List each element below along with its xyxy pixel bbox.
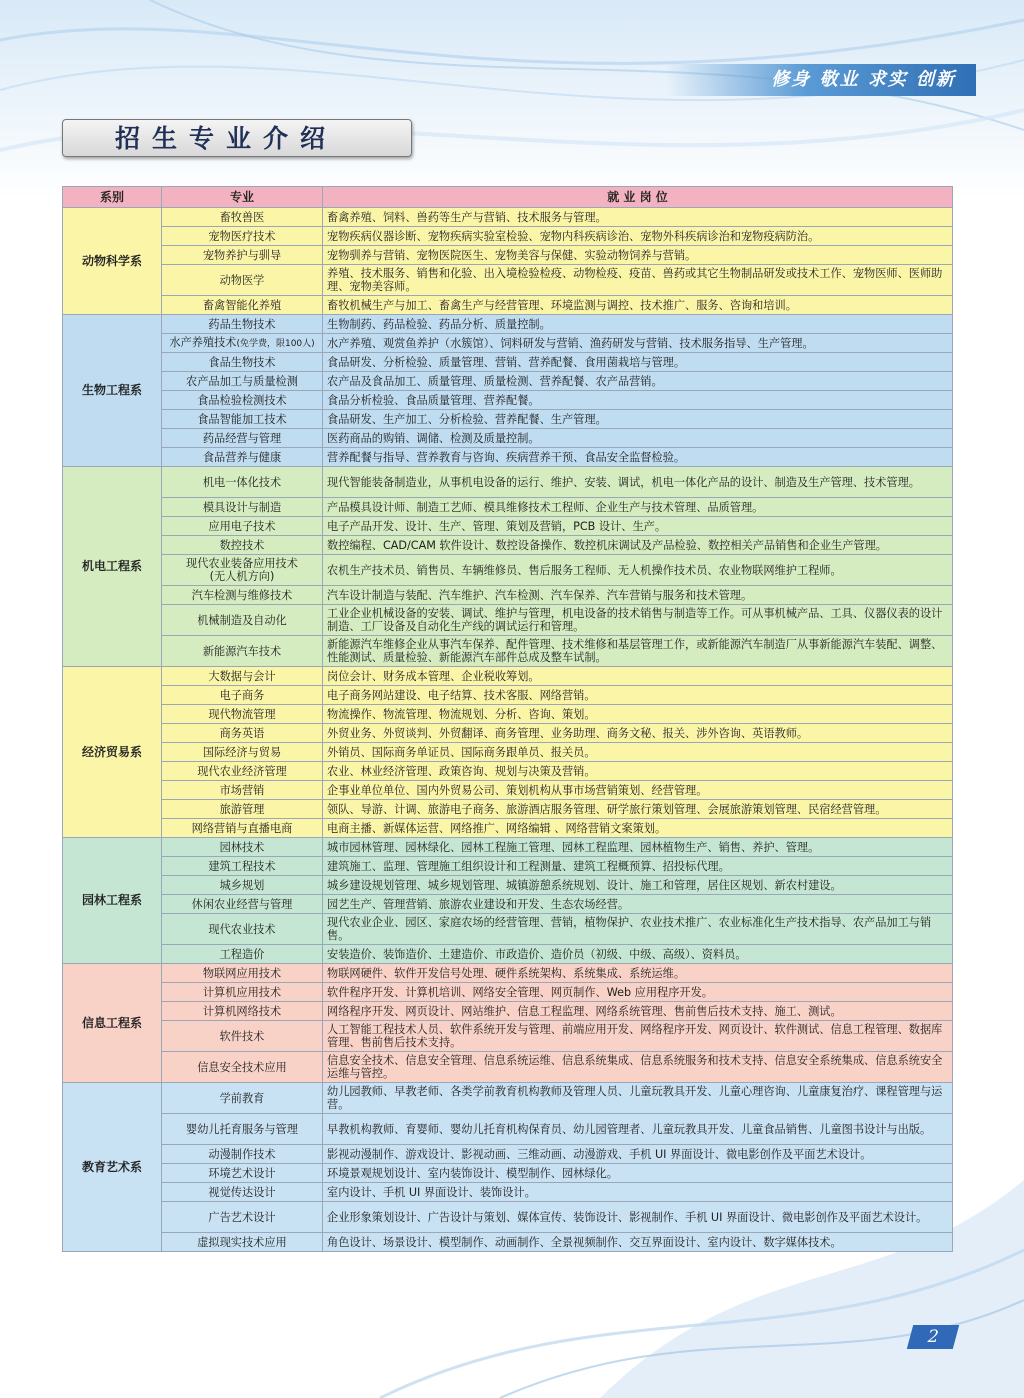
major-cell: 数控技术 — [162, 536, 323, 555]
jobs-cell: 食品分析检验、食品质量管理、营养配餐。 — [323, 391, 953, 410]
table-row — [63, 819, 953, 838]
jobs-cell: 物联网硬件、软件开发信号处理、硬件系统架构、系统集成、系统运维。 — [323, 964, 953, 983]
table-row — [63, 705, 953, 724]
header-major: 专业 — [162, 187, 323, 208]
major-cell: 畜禽智能化养殖 — [162, 296, 323, 315]
table-row — [63, 246, 953, 265]
major-cell: 农产品加工与质量检测 — [162, 372, 323, 391]
major-name: 水产养殖技术 — [169, 335, 237, 349]
jobs-cell: 软件程序开发、计算机培训、网络安全管理、网页制作、Web 应用程序开发。 — [323, 983, 953, 1002]
major-cell: 现代农业技术 — [162, 914, 323, 945]
dept-cell: 经济贸易系 — [63, 667, 162, 838]
table-row — [63, 1052, 953, 1083]
jobs-cell: 电子产品开发、设计、生产、管理、策划及营销，PCB 设计、生产。 — [323, 517, 953, 536]
table-row — [63, 1002, 953, 1021]
jobs-cell: 畜禽养殖、饲料、兽药等生产与营销、技术服务与管理。 — [323, 208, 953, 227]
table-row — [63, 448, 953, 467]
major-cell: 大数据与会计 — [162, 667, 323, 686]
table-row — [63, 983, 953, 1002]
jobs-cell: 宠物疾病仪器诊断、宠物疾病实验室检验、宠物内科疾病诊治、宠物外科疾病诊治和宠物疫病防治。 — [323, 227, 953, 246]
table-row — [63, 605, 953, 636]
jobs-cell: 农机生产技术员、销售员、车辆维修员、售后服务工程师、无人机操作技术员、农业物联网维护工程师。 — [323, 555, 953, 586]
major-cell: 汽车检测与维修技术 — [162, 586, 323, 605]
table-row — [63, 1164, 953, 1183]
jobs-cell: 新能源汽车维修企业从事汽车保养、配件管理、技术维修和基层管理工作，或新能源汽车制造厂从事新能源汽车装配、调整、性能测试、质量检验、新能源汽车部件总成及整车试制。 — [323, 636, 953, 667]
major-cell: 建筑工程技术 — [162, 857, 323, 876]
jobs-cell: 电商主播、新媒体运营、网络推广、网络编辑 、网络营销文案策划。 — [323, 819, 953, 838]
major-cell: 物联网应用技术 — [162, 964, 323, 983]
major-cell: 食品检验检测技术 — [162, 391, 323, 410]
table-row — [63, 1145, 953, 1164]
jobs-cell: 早教机构教师、育婴师、婴幼儿托育机构保育员、幼儿园管理者、儿童玩教具开发、儿童食品销售、儿童图书设计与出版。 — [323, 1114, 953, 1145]
dept-cell: 园林工程系 — [63, 838, 162, 964]
major-cell: 园林技术 — [162, 838, 323, 857]
table-row — [63, 353, 953, 372]
jobs-cell: 岗位会计、财务成本管理、企业税收筹划。 — [323, 667, 953, 686]
table-row — [63, 1183, 953, 1202]
table-row — [63, 857, 953, 876]
jobs-cell: 幼儿园教师、早教老师、各类学前教育机构教师及管理人员、儿童玩教具开发、儿童心理咨询、儿童康复治疗、课程管理与运营。 — [323, 1083, 953, 1114]
jobs-cell: 现代智能装备制造业，从事机电设备的运行、维护、安装、调试，机电一体化产品的设计、制造及生产管理、技术管理。 — [323, 467, 953, 498]
header-dept: 系别 — [63, 187, 162, 208]
jobs-cell: 农业、林业经济管理、政策咨询、规划与决策及营销。 — [323, 762, 953, 781]
majors-table — [62, 186, 953, 1252]
major-cell: 计算机网络技术 — [162, 1002, 323, 1021]
table-row — [63, 876, 953, 895]
major-cell: 食品生物技术 — [162, 353, 323, 372]
major-cell: 广告艺术设计 — [162, 1202, 323, 1233]
table-row — [63, 208, 953, 227]
table-row — [63, 1202, 953, 1233]
jobs-cell: 工业企业机械设备的安装、调试、维护与管理，机电设备的技术销售与制造等工作。可从事机械产品、工具、仪器仪表的设计制造、工厂设备及自动化生产线的调试运行和管理。 — [323, 605, 953, 636]
major-cell — [162, 555, 323, 586]
major-cell: 宠物养护与驯导 — [162, 246, 323, 265]
page-number: 2 — [907, 1325, 959, 1349]
major-cell — [162, 334, 323, 353]
table-row — [63, 1233, 953, 1252]
major-cell: 婴幼儿托育服务与管理 — [162, 1114, 323, 1145]
table-row — [63, 800, 953, 819]
major-cell: 商务英语 — [162, 724, 323, 743]
major-cell: 旅游管理 — [162, 800, 323, 819]
jobs-cell: 畜牧机械生产与加工、畜禽生产与经营管理、环境监测与调控、技术推广、服务、咨询和培训。 — [323, 296, 953, 315]
major-cell: 机电一体化技术 — [162, 467, 323, 498]
table-row — [63, 895, 953, 914]
major-cell: 机械制造及自动化 — [162, 605, 323, 636]
major-cell: 工程造价 — [162, 945, 323, 964]
table-row — [63, 762, 953, 781]
table-row — [63, 334, 953, 353]
jobs-cell: 信息安全技术、信息安全管理、信息系统运维、信息系统集成、信息系统服务和技术支持、信息安全系统集成、信息系统安全运维与管控。 — [323, 1052, 953, 1083]
table-row — [63, 586, 953, 605]
major-cell: 应用电子技术 — [162, 517, 323, 536]
major-cell: 动物医学 — [162, 265, 323, 296]
major-cell: 计算机应用技术 — [162, 983, 323, 1002]
dept-cell: 动物科学系 — [63, 208, 162, 315]
table-row — [63, 964, 953, 983]
jobs-cell: 食品研发、生产加工、分析检验、营养配餐、生产管理。 — [323, 410, 953, 429]
table-row — [63, 1114, 953, 1145]
major-cell: 宠物医疗技术 — [162, 227, 323, 246]
table-row — [63, 724, 953, 743]
page-title: 招生专业介绍 — [115, 124, 338, 153]
table-row — [63, 410, 953, 429]
major-cell: 国际经济与贸易 — [162, 743, 323, 762]
table-row — [63, 315, 953, 334]
table-row — [63, 265, 953, 296]
jobs-cell: 食品研发、分析检验、质量管理、营销、营养配餐、食用菌栽培与管理。 — [323, 353, 953, 372]
table-row — [63, 781, 953, 800]
major-cell: 食品智能加工技术 — [162, 410, 323, 429]
major-cell: 网络营销与直播电商 — [162, 819, 323, 838]
jobs-cell: 生物制药、药品检验、药品分析、质量控制。 — [323, 315, 953, 334]
major-cell: 市场营销 — [162, 781, 323, 800]
jobs-cell: 农产品及食品加工、质量管理、质量检测、营养配餐、农产品营销。 — [323, 372, 953, 391]
major-cell: 虚拟现实技术应用 — [162, 1233, 323, 1252]
table-row — [63, 555, 953, 586]
table-row — [63, 517, 953, 536]
table-row — [63, 296, 953, 315]
table-row — [63, 914, 953, 945]
table-row — [63, 1021, 953, 1052]
jobs-cell: 网络程序开发、网页设计、网站维护、信息工程监理、网络系统管理、售前售后技术支持、施工、测试。 — [323, 1002, 953, 1021]
jobs-cell: 企业形象策划设计、广告设计与策划、媒体宣传、装饰设计、影视制作、手机 UI 界面设计、微电影创作及平面艺术设计。 — [323, 1202, 953, 1233]
jobs-cell: 外销员、国际商务单证员、国际商务跟单员、报关员。 — [323, 743, 953, 762]
table-row — [63, 838, 953, 857]
jobs-cell: 室内设计、手机 UI 界面设计、装饰设计。 — [323, 1183, 953, 1202]
table-row — [63, 429, 953, 448]
dept-cell: 信息工程系 — [63, 964, 162, 1083]
jobs-cell: 物流操作、物流管理、物流规划、分析、咨询、策划。 — [323, 705, 953, 724]
jobs-cell: 营养配餐与指导、营养教育与咨询、疾病营养干预、食品安全监督检验。 — [323, 448, 953, 467]
major-cell: 动漫制作技术 — [162, 1145, 323, 1164]
major-note: (无人机方向) — [209, 570, 275, 583]
jobs-cell: 数控编程、CAD/CAM 软件设计、数控设备操作、数控机床调试及产品检验、数控相关产品销售和企业生产管理。 — [323, 536, 953, 555]
major-cell: 畜牧兽医 — [162, 208, 323, 227]
major-cell: 软件技术 — [162, 1021, 323, 1052]
jobs-cell: 水产养殖、观赏鱼养护（水簇馆）、饲料研发与营销、渔药研发与营销、技术服务指导、生产管理。 — [323, 334, 953, 353]
jobs-cell: 养殖、技术服务、销售和化验、出入境检验检疫、动物检疫、疫苗、兽药或其它生物制品研发或技术工作、宠物医师、医师助理、宠物美容师。 — [323, 265, 953, 296]
table-row — [63, 743, 953, 762]
dept-cell: 教育艺术系 — [63, 1083, 162, 1252]
table-row — [63, 498, 953, 517]
dept-cell: 机电工程系 — [63, 467, 162, 667]
major-cell: 学前教育 — [162, 1083, 323, 1114]
section-title-box — [62, 119, 412, 157]
table-row — [63, 667, 953, 686]
jobs-cell: 影视动漫制作、游戏设计、影视动画、三维动画、动漫游戏、手机 UI 界面设计、微电影创作及平面艺术设计。 — [323, 1145, 953, 1164]
major-cell: 现代农业经济管理 — [162, 762, 323, 781]
major-cell: 药品经营与管理 — [162, 429, 323, 448]
major-cell: 视觉传达设计 — [162, 1183, 323, 1202]
major-cell: 休闲农业经营与管理 — [162, 895, 323, 914]
jobs-cell: 城市园林管理、园林绿化、园林工程施工管理、园林工程监理、园林植物生产、销售、养护、管理。 — [323, 838, 953, 857]
table-row — [63, 636, 953, 667]
table-row — [63, 391, 953, 410]
jobs-cell: 角色设计、场景设计、模型制作、动画制作、全景视频制作、交互界面设计、室内设计、数字媒体技术。 — [323, 1233, 953, 1252]
jobs-cell: 建筑施工、监理、管理施工组织设计和工程测量、建筑工程概预算、招投标代理。 — [323, 857, 953, 876]
major-name: 现代农业装备应用技术 — [186, 557, 298, 570]
jobs-cell: 人工智能工程技术人员、软件系统开发与管理、前端应用开发、网络程序开发、网页设计、软件测试、信息工程管理、数据库管理、售前售后技术支持。 — [323, 1021, 953, 1052]
jobs-cell: 产品模具设计师、制造工艺师、模具维修技术工程师、企业生产与技术管理、品质管理。 — [323, 498, 953, 517]
jobs-cell: 现代农业企业、园区、家庭农场的经营管理、营销，植物保护、农业技术推广、农业标准化生产技术指导、农产品加工与销售。 — [323, 914, 953, 945]
major-cell: 环境艺术设计 — [162, 1164, 323, 1183]
jobs-cell: 电子商务网站建设、电子结算、技术客服、网络营销。 — [323, 686, 953, 705]
table-row — [63, 467, 953, 498]
table-row — [63, 372, 953, 391]
jobs-cell: 城乡建设规划管理、城乡规划管理、城镇游憩系统规划、设计、施工和管理，居住区规划、新农村建设。 — [323, 876, 953, 895]
major-cell: 模具设计与制造 — [162, 498, 323, 517]
dept-cell: 生物工程系 — [63, 315, 162, 467]
header-jobs: 就 业 岗 位 — [323, 187, 953, 208]
major-cell: 药品生物技术 — [162, 315, 323, 334]
jobs-cell: 环境景观规划设计、室内装饰设计、模型制作、园林绿化。 — [323, 1164, 953, 1183]
major-cell: 食品营养与健康 — [162, 448, 323, 467]
jobs-cell: 外贸业务、外贸谈判、外贸翻译、商务管理、业务助理、商务文秘、报关、涉外咨询、英语教师。 — [323, 724, 953, 743]
jobs-cell: 园艺生产、管理营销、旅游农业建设和开发、生态农场经营。 — [323, 895, 953, 914]
table-row — [63, 945, 953, 964]
major-note: (免学费，限100人) — [236, 338, 315, 349]
major-cell: 信息安全技术应用 — [162, 1052, 323, 1083]
jobs-cell: 企事业单位单位、国内外贸易公司、策划机构从事市场营销策划、经营管理。 — [323, 781, 953, 800]
table-row — [63, 686, 953, 705]
jobs-cell: 宠物驯养与营销、宠物医院医生、宠物美容与保健、实验动物饲养与营销。 — [323, 246, 953, 265]
major-cell: 新能源汽车技术 — [162, 636, 323, 667]
major-cell: 现代物流管理 — [162, 705, 323, 724]
major-cell: 城乡规划 — [162, 876, 323, 895]
major-cell: 电子商务 — [162, 686, 323, 705]
jobs-cell: 医药商品的购销、调储、检测及质量控制。 — [323, 429, 953, 448]
jobs-cell: 汽车设计制造与装配、汽车维护、汽车检测、汽车保养、汽车营销与服务和技术管理。 — [323, 586, 953, 605]
jobs-cell: 领队、导游、计调、旅游电子商务、旅游酒店服务管理、研学旅行策划管理、会展旅游策划管理、民宿经营管理。 — [323, 800, 953, 819]
table-row — [63, 536, 953, 555]
table-row — [63, 227, 953, 246]
jobs-cell: 安装造价、装饰造价、土建造价、市政造价、造价员（初级、中级、高级）、资料员。 — [323, 945, 953, 964]
table-row — [63, 1083, 953, 1114]
motto-banner: 修身 敬业 求实 创新 — [666, 64, 976, 96]
